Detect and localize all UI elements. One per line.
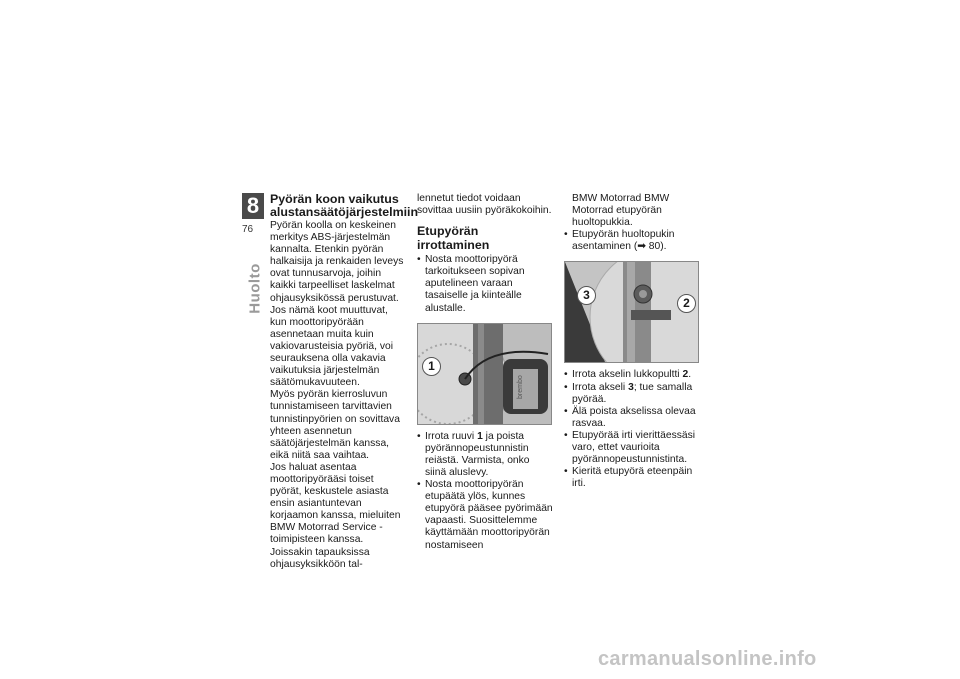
callout-3: 3: [577, 286, 596, 305]
list-item: • Irrota akselin lukkopultti 2.: [564, 369, 700, 381]
list-item: • Älä poista akselissa olevaa rasvaa.: [564, 406, 700, 430]
column-1: [270, 192, 419, 571]
callout-1: 1: [422, 357, 441, 376]
chapter-number: 8: [242, 193, 264, 219]
front-axle-illustration: [565, 262, 698, 362]
paragraph: Jos haluat asentaa moottoripyörääsi toiset pyörät, keskustele asiasta ensin asiantuntevan korjaamon kanssa, mieluiten BMW Motorrad Service -toimipisteen kanssa. Joissakin tapauksissa ohjausyksikköön tal-: [270, 461, 401, 570]
list-item: • Nosta moottoripyörän etupäätä ylös, kunnes etupyörä pääsee pyörimään vapaasti. Suosittelemme käyttämään moottoripyörän nostamiseen: [417, 479, 553, 552]
watermark: carmanualsonline.info: [598, 648, 817, 670]
front-axle-photo: [564, 261, 699, 363]
paragraph-continuation: lennetut tiedot voidaan sovittaa uusiin pyöräkokoihin.: [417, 193, 552, 217]
list-item: • Irrota akseli 3; tue samalla pyörää.: [564, 382, 700, 406]
list-item: • Kieritä etupyörä eteenpäin irti.: [564, 466, 700, 490]
bullet-list: [417, 431, 553, 552]
bullet-list: [564, 369, 700, 490]
paragraph: Myös pyörän kierrosluvun tunnistamiseen tarvittavien tunnistinpyörien on sovittava yhteen asennetun säätöjärjestelmän kanssa, eikä niitä saa vaihtaa.: [270, 389, 400, 461]
paragraph: Pyörän koolla on keskeinen merkitys ABS-järjestelmän kannalta. Etenkin pyörän halkaisija ja renkaiden leveys ovat tunnusarvoja, joihin kaikki tarpeelliset laskelmat ohjausyksikössä perustuvat. Jos nämä koot muuttuvat, kun moottoripyörään asennetaan muita kuin vakiovarusteisia pyöriä, voi seurauksena olla vakavia vaikutuksia järjestelmän säätömukavuuteen.: [270, 220, 404, 389]
list-item-reference: • Etupyörän huoltopukin asentaminen (➡ 80).: [564, 229, 700, 253]
section-heading-front-wheel-removal: Etupyörän irrottaminen: [417, 224, 490, 253]
page-number: 76: [242, 224, 254, 235]
list-item: • Irrota ruuvi 1 ja poista pyörännopeustunnistin reiästä. Varmista, onko siinä aluslevy.: [417, 431, 553, 479]
svg-text:brembo: brembo: [517, 374, 524, 399]
callout-2: 2: [677, 294, 696, 313]
paragraph-continuation: BMW Motorrad BMW Motorrad etupyörän huoltopukkia.: [572, 193, 670, 229]
brake-caliper-photo: [417, 323, 552, 425]
list-item: • Etupyörää irti vierittäessäsi varo, ettet vaurioita pyörännopeustunnistinta.: [564, 430, 700, 466]
arrow-icon: ➡: [637, 241, 646, 253]
section-heading-wheel-size: Pyörän koon vaikutus alustansäätöjärjestelmiin: [270, 192, 419, 219]
list-item: • Nosta moottoripyörä tarkoitukseen sopivan aputelineen varaan tasaiselle ja kiinteälle alustalle.: [417, 254, 553, 314]
bullet-list: [564, 229, 700, 253]
column-3: [564, 193, 700, 490]
section-label: Huolto: [246, 263, 264, 314]
brake-caliper-illustration: [418, 324, 551, 424]
column-2: [417, 193, 553, 552]
bullet-list: [417, 254, 553, 314]
